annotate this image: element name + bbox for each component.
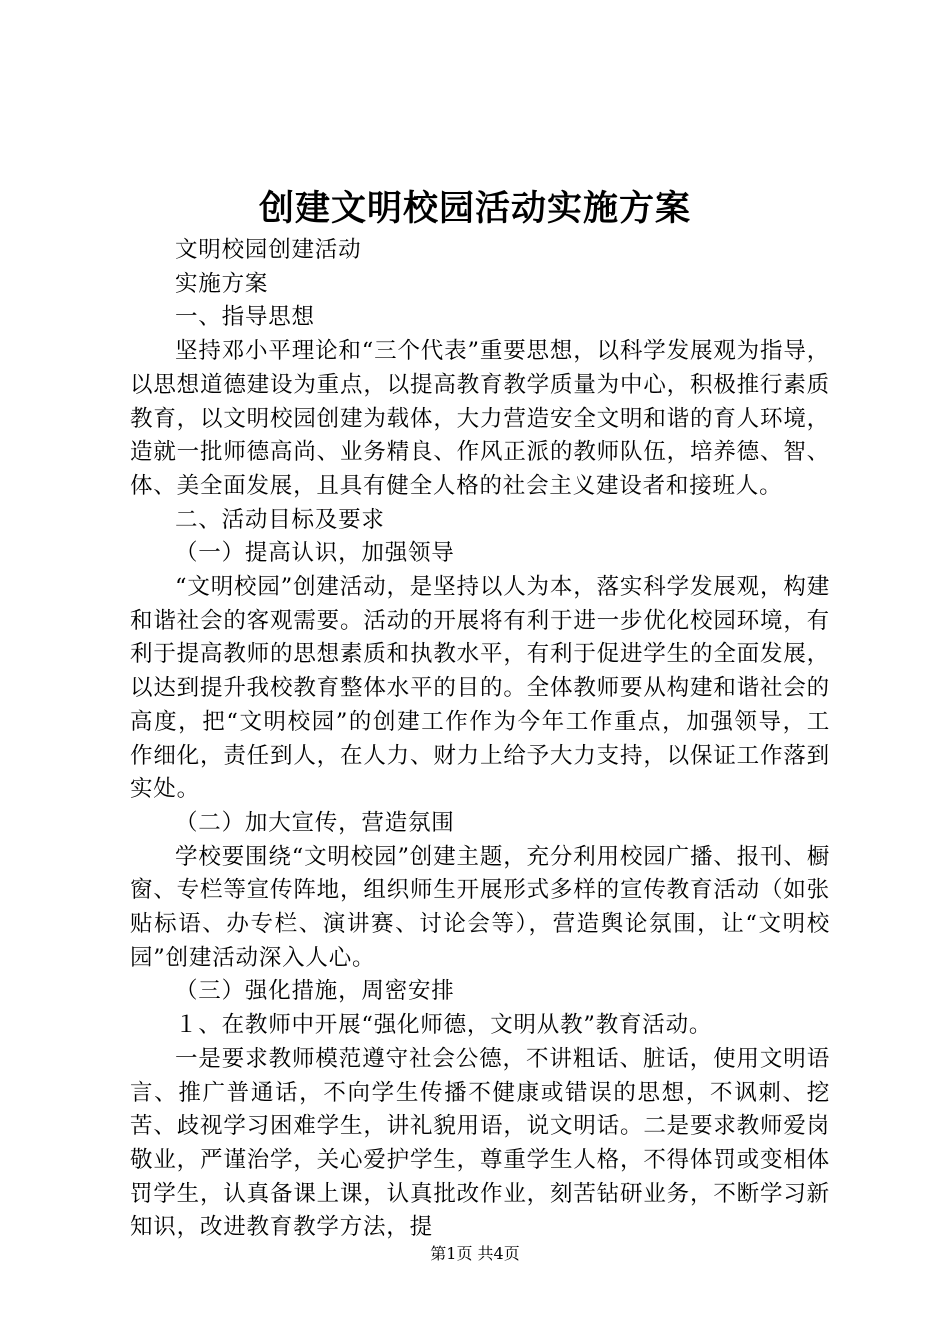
page-footer: 第1页 共4页 [430,1244,520,1263]
paragraph-subtitle-2: 实施方案 [175,270,269,297]
list-item-heading: １、在教师中开展“强化师德，文明从教”教育活动。 [175,1012,713,1039]
subsection-heading-2: （二）加大宣传，营造氛围 [175,809,455,836]
paragraph: 一是要求教师模范遵守社会公德，不讲粗话、脏话，使用文明语言、推广普通话，不向学生传播不健康或错误的思想，不讽刺、挖苦、歧视学习困难学生，讲礼貌用语，说文明话。二是要求教师爱岗敬业，严谨治学，关心爱护学生，尊重学生人格，不得体罚或变相体罚学生，认真备课上课，认真批改作业，刻苦钻研业务，不断学习新知识，改进教育教学方法，提 [130,1045,830,1241]
paragraph: 学校要围绕“文明校园”创建主题，充分利用校园广播、报刊、橱窗、专栏等宣传阵地，组织师生开展形式多样的宣传教育活动（如张贴标语、办专栏、演讲赛、讨论会等），营造舆论氛围，让“文明校园”创建活动深入人心。 [130,843,830,971]
paragraph-subtitle-1: 文明校园创建活动 [175,237,362,263]
subsection-heading-3: （三）强化措施，周密安排 [175,978,455,1005]
section-heading-2: 二、活动目标及要求 [175,506,385,533]
section-heading-1: 一、指导思想 [175,304,315,331]
subsection-heading-1: （一）提高认识，加强领导 [175,540,455,567]
document-title: 创建文明校园活动实施方案 [258,188,691,229]
paragraph: “文明校园”创建活动，是坚持以人为本，落实科学发展观，构建和谐社会的客观需要。活动的开展将有利于进一步优化校园环境，有利于提高教师的思想素质和执教水平，有利于促进学生的全面发展，以达到提升我校教育整体水平的目的。全体教师要从构建和谐社会的高度，把“文明校园”的创建工作作为今年工作重点，加强领导，工作细化，责任到人，在人力、财力上给予大力支持，以保证工作落到实处。 [130,574,830,803]
document-body [130,234,830,1245]
paragraph: 坚持邓小平理论和“三个代表”重要思想，以科学发展观为指导，以思想道德建设为重点，以提高教育教学质量为中心，积极推行素质教育，以文明校园创建为载体，大力营造安全文明和谐的育人环境，造就一批师德高尚、业务精良、作风正派的教师队伍，培养德、智、体、美全面发展，且具有健全人格的社会主义建设者和接班人。 [130,338,830,499]
